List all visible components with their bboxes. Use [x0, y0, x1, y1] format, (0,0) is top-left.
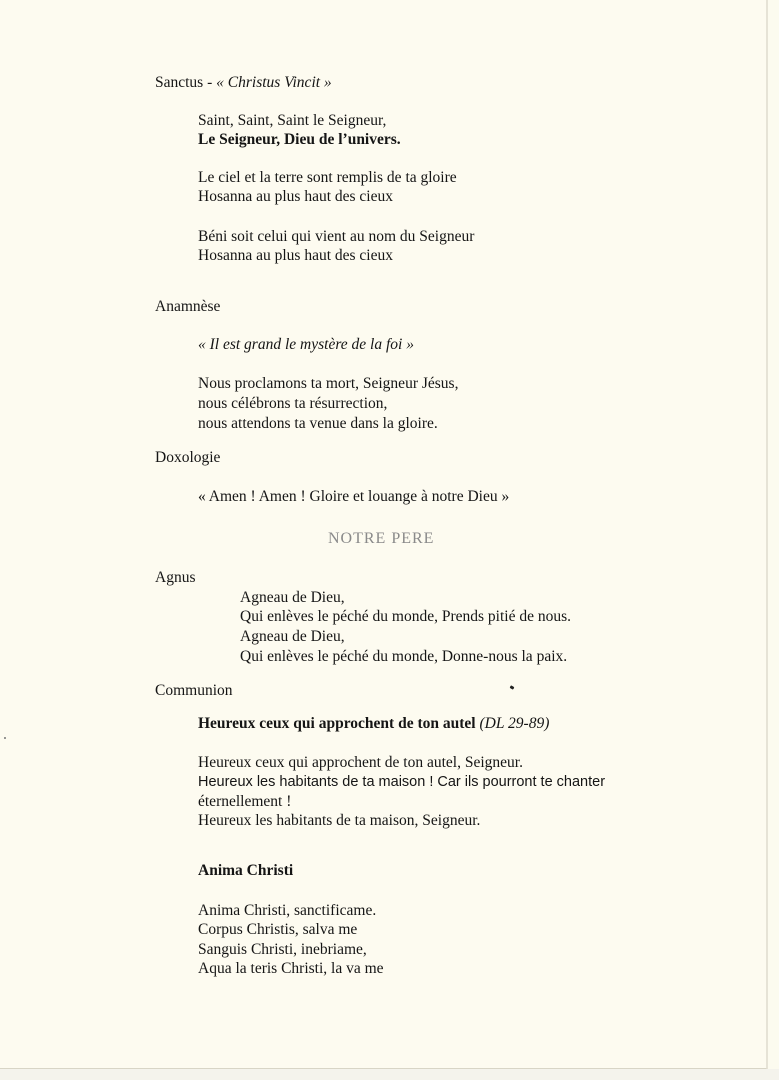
doxologie-line: « Amen ! Amen ! Gloire et louange à notre Dieu »	[198, 488, 510, 505]
hymn1-line: Heureux les habitants de ta maison, Seigneur.	[198, 812, 481, 829]
sanctus-subtitle: « Christus Vincit »	[216, 74, 332, 91]
agnus-heading: Agnus	[155, 569, 196, 586]
hymn1-title-line	[198, 714, 549, 734]
page-edge-shadow	[0, 1069, 779, 1080]
anamnese-quote: « Il est grand le mystère de la foi »	[198, 336, 414, 353]
sanctus-line: Hosanna au plus haut des cieux	[198, 188, 393, 205]
sanctus-line: Hosanna au plus haut des cieux	[198, 247, 393, 264]
anamnese-line: nous attendons ta venue dans la gloire.	[198, 415, 438, 432]
agnus-line: Qui enlèves le péché du monde, Prends pitié de nous.	[240, 608, 572, 625]
hymn1-ref: (DL 29-89)	[479, 715, 550, 732]
communion-heading: Communion	[155, 682, 233, 699]
agnus-line: Agneau de Dieu,	[240, 628, 345, 645]
hymn1-line: éternellement !	[198, 793, 292, 810]
anamnese-line: nous célébrons ta résurrection,	[198, 395, 388, 412]
sanctus-line: Béni soit celui qui vient au nom du Seigneur	[198, 228, 475, 245]
sanctus-heading-line	[155, 73, 332, 93]
hymn1-line: Heureux ceux qui approchent de ton autel, Seigneur.	[198, 754, 523, 771]
scan-speck	[4, 737, 7, 740]
agnus-line: Agneau de Dieu,	[240, 589, 345, 606]
agnus-line: Qui enlèves le péché du monde, Donne-nous la paix.	[240, 648, 568, 665]
sanctus-line: Le Seigneur, Dieu de l’univers.	[198, 131, 401, 148]
hymn2-line: Sanguis Christi, inebriame,	[198, 941, 367, 958]
sanctus-line: Saint, Saint, Saint le Seigneur,	[198, 112, 387, 129]
hymn2-line: Anima Christi, sanctificame.	[198, 902, 377, 919]
anamnese-line: Nous proclamons ta mort, Seigneur Jésus,	[198, 375, 459, 392]
hymn1-line: Heureux les habitants de ta maison ! Car ils pourront te chanter	[198, 774, 606, 790]
anamnese-heading: Anamnèse	[155, 298, 221, 315]
hymn2-line: Aqua la teris Christi, la va me	[198, 960, 384, 977]
hymn2-line: Corpus Christis, salva me	[198, 921, 358, 938]
scan-speck	[510, 685, 515, 690]
notre-pere-heading: NOTRE PERE	[328, 530, 435, 547]
hymn2-title: Anima Christi	[198, 862, 294, 879]
sanctus-heading: Sanctus -	[155, 74, 217, 91]
doxologie-heading: Doxologie	[155, 449, 221, 466]
hymn1-title: Heureux ceux qui approchent de ton autel	[198, 715, 476, 732]
sanctus-line: Le ciel et la terre sont remplis de ta gloire	[198, 169, 457, 186]
